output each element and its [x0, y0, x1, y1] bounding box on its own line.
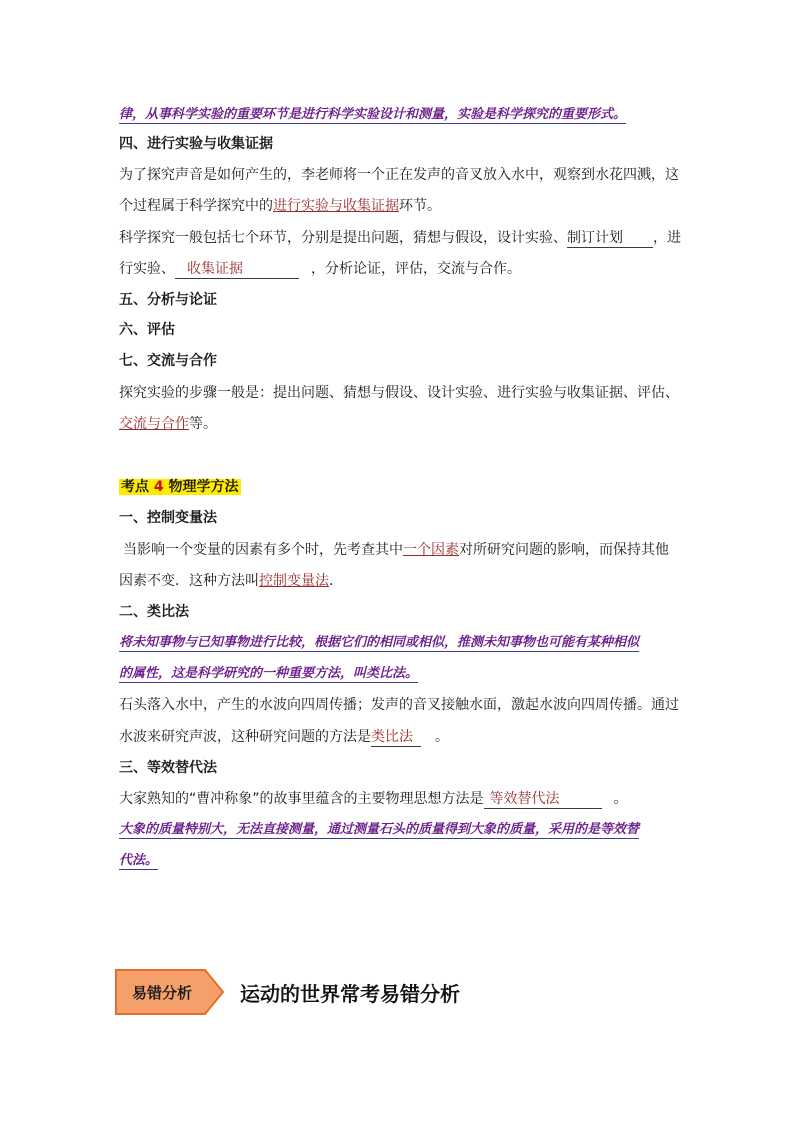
answer-text: 等效替代法 [489, 791, 560, 807]
text: ． [329, 573, 343, 589]
text: 水波来研究声波，这种研究问题的方法是 [119, 729, 371, 745]
kaodian-number: 4 [153, 479, 164, 495]
text: 对所研究问题的影响，而保持其他 [459, 542, 669, 558]
section-4-title: 四、进行实验与收集证据 [119, 136, 273, 152]
note-text: 大象的质量特别大，无法直接测量，通过测量石头的质量得到大象的质量，采用的是等效替 [119, 822, 640, 837]
section-4-para1-line2 [119, 196, 441, 216]
text: 等。 [189, 416, 217, 432]
section-4-para2-line1 [119, 228, 681, 248]
answer-text: 一个因素 [403, 542, 459, 558]
text: 科学探究一般包括七个环节，分别是提出问题，猜想与假设，设计实验、 [119, 230, 567, 246]
section-4-para1-line1: 为了探究声音是如何产生的，李老师将一个正在发声的音叉放入水中，观察到水花四溅，这 [119, 167, 679, 183]
answer-text: 交流与合作 [119, 416, 189, 432]
answer-blank [567, 230, 653, 248]
method-2-line2 [119, 727, 449, 747]
kaodian-highlight [119, 479, 241, 495]
method-2-note-line1 [119, 633, 639, 653]
text: 环节。 [399, 198, 441, 214]
kaodian-heading [119, 477, 241, 497]
note-text: 代法。 [119, 853, 159, 868]
text: 。 [435, 729, 449, 745]
text: ，分析论证，评估，交流与合作。 [311, 261, 521, 277]
answer-text: 控制变量法 [259, 573, 329, 589]
text: 行实验、 [119, 261, 175, 277]
text: 因素不变．这种方法叫 [119, 573, 259, 589]
method-2-note-line2 [119, 664, 418, 684]
answer-blank [175, 261, 299, 279]
section-7-title: 七、交流与合作 [119, 353, 217, 369]
top-note-text: 律，从事科学实验的重要环节是进行科学实验设计和测量，实验是科学探究的重要形式。 [119, 107, 627, 122]
top-note [119, 105, 626, 125]
kaodian-title: 物理学方法 [168, 479, 239, 495]
answer-text: 收集证据 [187, 261, 243, 277]
method-3-note-line1 [119, 820, 639, 840]
answer-text: 进行实验与收集证据 [273, 198, 399, 214]
section-7-para-line1: 探究实验的步骤一般是：提出问题、猜想与假设、设计实验、进行实验与收集证据、评估、 [119, 385, 679, 401]
method-3-line1 [119, 789, 628, 809]
section-5-title: 五、分析与论证 [119, 292, 217, 308]
kaodian-label: 考点 [121, 479, 149, 495]
text: 大家熟知的“曹冲称象”的故事里蕴含的主要物理思想方法是 [119, 791, 484, 807]
method-1-title: 一、控制变量法 [119, 510, 217, 526]
method-3-note-line2 [119, 851, 158, 871]
text: 个过程属于科学探究中的 [119, 198, 273, 214]
method-3-title: 三、等效替代法 [119, 760, 217, 776]
method-1-line1 [123, 540, 669, 560]
method-2-line1: 石头落入水中，产生的水波向四周传播；发声的音叉接触水面，激起水波向四周传播。通过 [119, 697, 679, 713]
text: 。 [613, 791, 628, 807]
method-2-title: 二、类比法 [119, 604, 189, 620]
answer-text: 制订计划 [567, 230, 623, 246]
method-1-line2 [119, 571, 343, 591]
badge-label: 易错分析 [132, 984, 193, 1002]
section-heading: 运动的世界常考易错分析 [240, 982, 460, 1006]
answer-blank [371, 729, 421, 747]
section-4-para2-line2 [119, 259, 521, 279]
note-text: 的属性，这是科学研究的一种重要方法，叫类比法。 [119, 666, 419, 681]
section-6-title: 六、评估 [119, 322, 175, 338]
text: 当影响一个变量的因素有多个时，先考查其中 [123, 542, 403, 558]
text: ，进 [653, 230, 681, 246]
section-7-para-line2 [119, 414, 217, 434]
note-text: 将未知事物与已知事物进行比较，根据它们的相同或相似，推测未知事物也可能有某种相似 [119, 635, 640, 650]
answer-blank [484, 791, 602, 809]
answer-text: 类比法 [371, 729, 413, 745]
